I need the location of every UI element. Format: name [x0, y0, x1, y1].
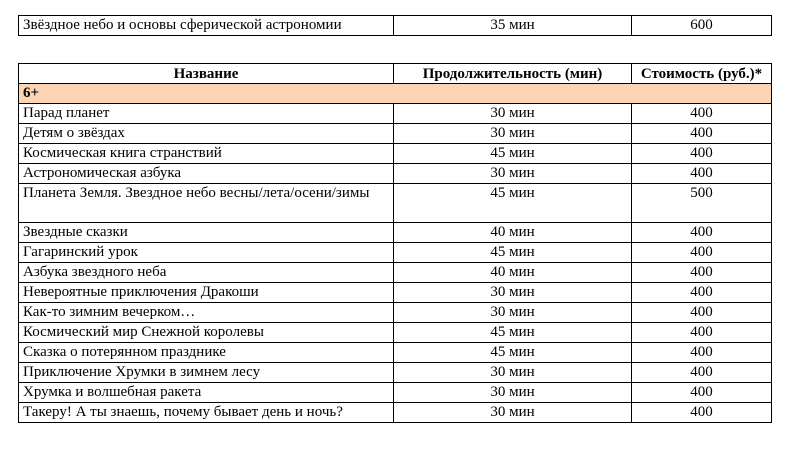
table-row: [19, 243, 772, 263]
program-name-cell: Парад планет: [19, 104, 394, 124]
cost-cell: 400: [632, 144, 772, 164]
program-name-cell: Сказка о потерянном празднике: [19, 343, 394, 363]
cost-cell: 400: [632, 283, 772, 303]
table-row: [19, 343, 772, 363]
table-row: [19, 104, 772, 124]
program-name-cell: Звёздное небо и основы сферической астрономии: [19, 16, 394, 36]
program-name-cell: Хрумка и волшебная ракета: [19, 383, 394, 403]
age-group-label: 6+: [19, 84, 772, 104]
duration-cell: 45 мин: [394, 343, 632, 363]
program-name-cell: Астрономическая азбука: [19, 164, 394, 184]
table-row: [19, 323, 772, 343]
program-name-cell: Гагаринский урок: [19, 243, 394, 263]
duration-cell: 30 мин: [394, 363, 632, 383]
cost-cell: 400: [632, 124, 772, 144]
table-header-row: [19, 64, 772, 84]
duration-cell: 35 мин: [394, 16, 632, 36]
header-name: Название: [19, 64, 394, 84]
cost-cell: 400: [632, 403, 772, 423]
table-row: [19, 263, 772, 283]
cost-cell: 400: [632, 363, 772, 383]
cost-cell: 400: [632, 243, 772, 263]
cost-cell: 400: [632, 164, 772, 184]
duration-cell: 45 мин: [394, 243, 632, 263]
duration-cell: 30 мин: [394, 303, 632, 323]
duration-cell: 40 мин: [394, 263, 632, 283]
table-row: [19, 283, 772, 303]
program-name-cell: Космический мир Снежной королевы: [19, 323, 394, 343]
cost-cell: 400: [632, 104, 772, 124]
duration-cell: 40 мин: [394, 223, 632, 243]
cost-cell: 400: [632, 383, 772, 403]
programs-table: [18, 63, 772, 423]
programs-table-body: [19, 84, 772, 423]
duration-cell: 30 мин: [394, 104, 632, 124]
program-name-cell: Такеру! А ты знаешь, почему бывает день и ночь?: [19, 403, 394, 423]
duration-cell: 45 мин: [394, 184, 632, 223]
duration-cell: 30 мин: [394, 403, 632, 423]
program-name-cell: Детям о звёздах: [19, 124, 394, 144]
table-row: [19, 383, 772, 403]
table-row: [19, 144, 772, 164]
program-name-cell: Невероятные приключения Дракоши: [19, 283, 394, 303]
header-cost: Стоимость (руб.)*: [632, 64, 772, 84]
cost-cell: 400: [632, 303, 772, 323]
cost-cell: 400: [632, 323, 772, 343]
top-program-table: [18, 15, 772, 36]
duration-cell: 30 мин: [394, 383, 632, 403]
table-row: [19, 124, 772, 144]
table-row: [19, 164, 772, 184]
duration-cell: 30 мин: [394, 124, 632, 144]
table-row: [19, 363, 772, 383]
duration-cell: 45 мин: [394, 323, 632, 343]
table-row: [19, 303, 772, 323]
program-name-cell: Приключение Хрумки в зимнем лесу: [19, 363, 394, 383]
cost-cell: 400: [632, 223, 772, 243]
program-name-cell: Звездные сказки: [19, 223, 394, 243]
table-row: [19, 16, 772, 36]
age-group-row: [19, 84, 772, 104]
table-row: [19, 403, 772, 423]
program-name-cell: Планета Земля. Звездное небо весны/лета/осени/зимы: [19, 184, 394, 223]
cost-cell: 400: [632, 263, 772, 283]
program-name-cell: Космическая книга странствий: [19, 144, 394, 164]
program-name-cell: Азбука звездного неба: [19, 263, 394, 283]
duration-cell: 45 мин: [394, 144, 632, 164]
header-duration: Продолжительность (мин): [394, 64, 632, 84]
cost-cell: 600: [632, 16, 772, 36]
cost-cell: 500: [632, 184, 772, 223]
duration-cell: 30 мин: [394, 164, 632, 184]
cost-cell: 400: [632, 343, 772, 363]
table-row: [19, 223, 772, 243]
program-name-cell: Как-то зимним вечерком…: [19, 303, 394, 323]
duration-cell: 30 мин: [394, 283, 632, 303]
table-row: [19, 184, 772, 223]
